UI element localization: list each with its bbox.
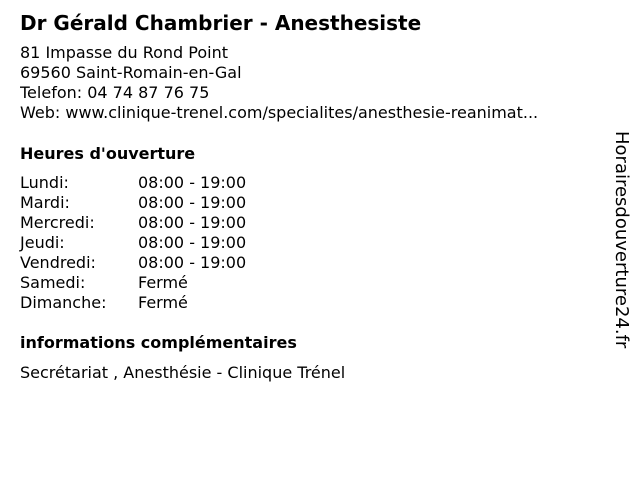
hours-row-monday xyxy=(20,173,605,193)
hours-row-sunday xyxy=(20,293,605,313)
time-value: 08:00 - 19:00 xyxy=(138,233,247,252)
watermark xyxy=(606,131,636,349)
phone-number: Telefon: 04 74 87 76 75 xyxy=(20,83,210,102)
page-title: Dr Gérald Chambrier - Anesthesiste xyxy=(20,11,422,35)
hours-heading: Heures d'ouverture xyxy=(20,144,196,163)
time-value: 08:00 - 19:00 xyxy=(138,213,247,232)
time-value: 08:00 - 19:00 xyxy=(138,193,247,212)
day-label: Jeudi: xyxy=(20,233,65,252)
day-label: Mardi: xyxy=(20,193,70,212)
hours-row-tuesday xyxy=(20,193,605,213)
website-link[interactable]: Web: www.clinique-trenel.com/specialites/anesthesie-reanimat... xyxy=(20,103,539,122)
business-card xyxy=(20,10,605,383)
info-text: Secrétariat , Anesthésie - Clinique Trénel xyxy=(20,363,346,382)
address-block xyxy=(20,43,605,123)
hours-row-saturday xyxy=(20,273,605,293)
time-value: Fermé xyxy=(138,293,188,312)
time-value: Fermé xyxy=(138,273,188,292)
hours-row-friday xyxy=(20,253,605,273)
city-address: 69560 Saint-Romain-en-Gal xyxy=(20,63,242,82)
street-address: 81 Impasse du Rond Point xyxy=(20,43,228,62)
info-heading: informations complémentaires xyxy=(20,333,297,352)
time-value: 08:00 - 19:00 xyxy=(138,173,247,192)
opening-hours-list xyxy=(20,173,605,313)
watermark-text: Horairesdouverture24.fr xyxy=(611,131,632,349)
day-label: Dimanche: xyxy=(20,293,107,312)
day-label: Samedi: xyxy=(20,273,86,292)
day-label: Vendredi: xyxy=(20,253,96,272)
day-label: Lundi: xyxy=(20,173,69,192)
day-label: Mercredi: xyxy=(20,213,95,232)
hours-row-wednesday xyxy=(20,213,605,233)
time-value: 08:00 - 19:00 xyxy=(138,253,247,272)
hours-row-thursday xyxy=(20,233,605,253)
